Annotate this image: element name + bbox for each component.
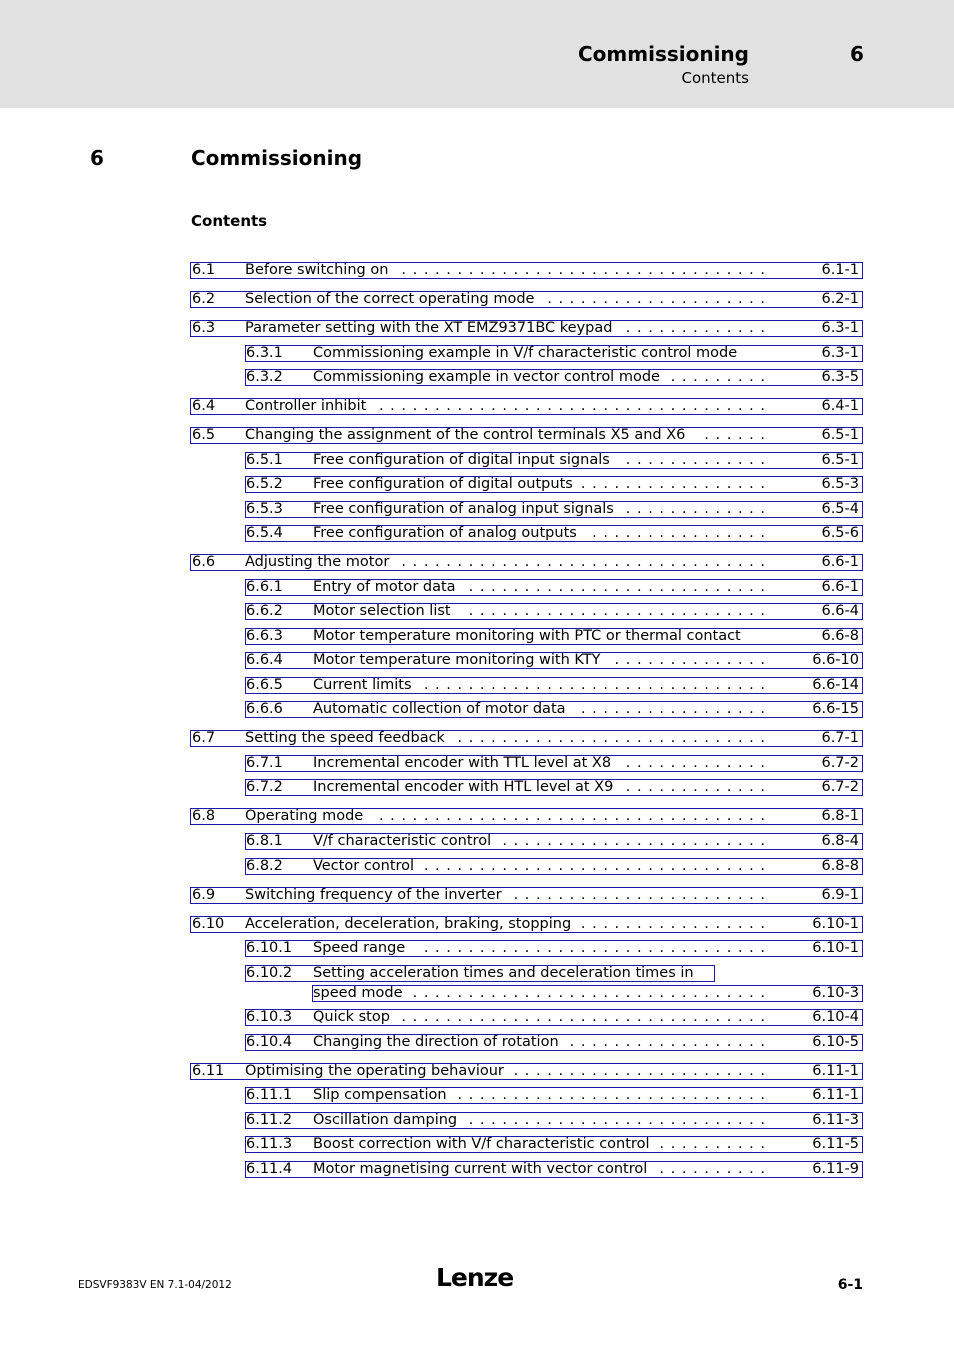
toc-title: Changing the assignment of the control terminals X5 and X6 (245, 427, 686, 443)
toc-leader-dots: . . . . . . . . . . . . . . . . . . . . . . . . . . . . . . . (423, 677, 766, 693)
toc-leader-dots: . . . . . . . . . . (659, 1136, 766, 1152)
toc-leader-dots: . . . . . . . . . . . . . . . . . (580, 916, 766, 932)
toc-title: Free configuration of digital input signals (313, 452, 610, 468)
toc-title: speed mode (313, 985, 403, 1001)
toc-link-6-3-2[interactable] (245, 369, 863, 386)
toc-link-6-10[interactable] (190, 916, 863, 933)
toc-title: Acceleration, deceleration, braking, stopping (245, 916, 572, 932)
toc-number: 6.6.4 (246, 652, 283, 668)
toc-leader-dots: . . . . . . (704, 427, 766, 443)
toc-page: 6.5-4 (821, 501, 859, 517)
toc-page: 6.8-4 (821, 833, 859, 849)
toc-page: 6.10-1 (812, 916, 859, 932)
toc-number: 6.8.2 (246, 858, 283, 874)
toc-page: 6.5-1 (821, 452, 859, 468)
toc-number: 6.4 (192, 398, 216, 414)
toc-number: 6.6.5 (246, 677, 283, 693)
toc-title: Oscillation damping (313, 1112, 458, 1128)
toc-link-6-5-1[interactable] (245, 452, 863, 469)
toc-number: 6.10.3 (246, 1009, 293, 1025)
toc-title: Changing the direction of rotation (313, 1034, 559, 1050)
toc-link-6-6-3[interactable] (245, 628, 863, 645)
toc-number: 6.3.2 (246, 369, 283, 385)
toc-page: 6.3-5 (821, 369, 859, 385)
toc-page: 6.11-3 (812, 1112, 859, 1128)
header-chapter-number: 6 (850, 42, 864, 66)
toc-number: 6.2 (192, 291, 216, 307)
toc-leader-dots: . . . . . . . . . . . . . (625, 779, 766, 795)
toc-page: 6.3-1 (821, 320, 859, 336)
toc-number: 6.8.1 (246, 833, 283, 849)
toc-title: Controller inhibit (245, 398, 367, 414)
toc-number: 6.7 (192, 730, 216, 746)
toc-number: 6.11.3 (246, 1136, 293, 1152)
toc-number: 6.11 (192, 1063, 225, 1079)
toc-leader-dots: . . . . . . . . . . . . . . . . . . . . . . . (513, 1063, 766, 1079)
toc-page: 6.6-1 (821, 579, 859, 595)
footer-doc-id: EDSVF9383V EN 7.1-04/2012 (78, 1279, 232, 1291)
toc-title: Before switching on (245, 262, 389, 278)
toc-page: 6.4-1 (821, 398, 859, 414)
toc-title: Adjusting the motor (245, 554, 390, 570)
toc-number: 6.10 (192, 916, 225, 932)
toc-leader-dots: . . . . . . . . . . . . . . . . . . (569, 1034, 766, 1050)
toc-title: Setting acceleration times and deceleration times in (313, 965, 694, 981)
toc-leader-dots: . . . . . . . . . . . . . . . . . . . . . . . . . . . . . . . (423, 940, 766, 956)
toc-page: 6.11-5 (812, 1136, 859, 1152)
toc-title: Free configuration of analog outputs (313, 525, 577, 541)
toc-number: 6.9 (192, 887, 216, 903)
toc-title: Motor temperature monitoring with PTC or thermal contact (313, 628, 741, 644)
toc-link-6-5-2[interactable] (245, 476, 863, 493)
toc-title: Optimising the operating behaviour (245, 1063, 504, 1079)
toc-leader-dots: . . . . . . . . . (670, 369, 766, 385)
toc-leader-dots: . . . . . . . . . . . . . . . . . . . . . . . . . . . (468, 579, 766, 595)
toc-title: Quick stop (313, 1009, 390, 1025)
toc-leader-dots: . . . . . . . . . . . . . . (614, 652, 766, 668)
header-title: Commissioning (577, 42, 749, 66)
toc-link-6-5-4[interactable] (245, 525, 863, 542)
toc-link-6-10-3[interactable] (245, 1009, 863, 1026)
header-subtitle: Contents (681, 69, 749, 87)
toc-page: 6.7-2 (821, 755, 859, 771)
toc-title: Motor temperature monitoring with KTY (313, 652, 601, 668)
toc-title: Slip compensation (313, 1087, 447, 1103)
toc-link-6-6-2[interactable] (245, 603, 863, 620)
toc-leader-dots: . . . . . . . . . . . . . . . . . . . . . . . . . . . . (457, 1087, 766, 1103)
toc-number: 6.10.2 (246, 965, 293, 981)
toc-number: 6.7.2 (246, 779, 283, 795)
toc-title: Speed range (313, 940, 406, 956)
toc-link-6-8-1[interactable] (245, 833, 863, 850)
toc-number: 6.11.2 (246, 1112, 293, 1128)
toc-number: 6.8 (192, 808, 216, 824)
toc-title: Commissioning example in vector control mode (313, 369, 660, 385)
toc-number: 6.10.4 (246, 1034, 293, 1050)
toc-number: 6.3 (192, 320, 216, 336)
toc-link-6-1[interactable] (190, 262, 863, 279)
footer-page-number: 6-1 (837, 1277, 863, 1293)
toc-title: Incremental encoder with TTL level at X8 (313, 755, 612, 771)
toc-page: 6.10-5 (812, 1034, 859, 1050)
toc-page: 6.6-10 (812, 652, 859, 668)
toc-title: Free configuration of analog input signals (313, 501, 614, 517)
toc-number: 6.5.4 (246, 525, 283, 541)
toc-number: 6.1 (192, 262, 216, 278)
toc-page: 6.6-4 (821, 603, 859, 619)
toc-leader-dots: . . . . . . . . . . . . . . . . . (580, 476, 766, 492)
toc-page: 6.10-4 (812, 1009, 859, 1025)
toc-page: 6.6-15 (812, 701, 859, 717)
toc-title: V/f characteristic control (313, 833, 492, 849)
toc-page: 6.5-1 (821, 427, 859, 443)
toc-number: 6.5.1 (246, 452, 283, 468)
toc-title: Motor selection list (313, 603, 451, 619)
toc-number: 6.5.3 (246, 501, 283, 517)
toc-leader-dots: . . . . . . . . . . . . . . . . . . . . . . . . . . . . (457, 730, 766, 746)
toc-link-6-4[interactable] (190, 398, 863, 415)
toc-link-6-11-4[interactable] (245, 1161, 863, 1178)
toc-link-6-7-2[interactable] (245, 779, 863, 796)
toc-page: 6.6-8 (821, 628, 859, 644)
toc-leader-dots: . . . . . . . . . . . . . . . . . . . . . . . . . . . . . . . (423, 858, 766, 874)
toc-number: 6.6.3 (246, 628, 283, 644)
toc-leader-dots: . . . . . . . . . . . . . . . . . . . . . . . . . . . . . . . . . . . (378, 398, 766, 414)
toc-page: 6.5-6 (821, 525, 859, 541)
toc-link-6-10-4[interactable] (245, 1034, 863, 1051)
toc-title: Setting the speed feedback (245, 730, 445, 746)
toc-page: 6.11-9 (812, 1161, 859, 1177)
toc-title: Boost correction with V/f characteristic control (313, 1136, 650, 1152)
toc-link-6-6[interactable] (190, 554, 863, 571)
toc-number: 6.7.1 (246, 755, 283, 771)
contents-heading: Contents (191, 212, 268, 230)
toc-page: 6.10-3 (812, 985, 859, 1001)
toc-leader-dots: . . . . . . . . . . . . . . . . . . . . . . . . . . . (468, 603, 766, 619)
toc-page: 6.11-1 (812, 1087, 859, 1103)
toc-page: 6.6-1 (821, 554, 859, 570)
toc-page: 6.8-8 (821, 858, 859, 874)
toc-leader-dots: . . . . . . . . . . . . . . . . . . . . . . . . . . . . . . . . . (401, 262, 766, 278)
chapter-title: Commissioning (191, 146, 363, 170)
toc-number: 6.10.1 (246, 940, 293, 956)
toc-number: 6.6.1 (246, 579, 283, 595)
toc-page: 6.2-1 (821, 291, 859, 307)
toc-link-6-7-1[interactable] (245, 755, 863, 772)
toc-number: 6.11.4 (246, 1161, 293, 1177)
toc-title: Commissioning example in V/f characteristic control mode (313, 345, 738, 361)
toc-link-6-11-2[interactable] (245, 1112, 863, 1129)
toc-number: 6.6.2 (246, 603, 283, 619)
toc-title: Selection of the correct operating mode (245, 291, 535, 307)
toc-link-6-5[interactable] (190, 427, 863, 444)
toc-title: Motor magnetising current with vector control (313, 1161, 648, 1177)
toc-leader-dots: . . . . . . . . . . . . . (625, 452, 766, 468)
toc-link-6-9[interactable] (190, 887, 863, 904)
toc-link-6-6-1[interactable] (245, 579, 863, 596)
toc-link-6-2[interactable] (190, 291, 863, 308)
toc-number: 6.11.1 (246, 1087, 293, 1103)
toc-number: 6.6.6 (246, 701, 283, 717)
toc-number: 6.5.2 (246, 476, 283, 492)
toc-page: 6.10-1 (812, 940, 859, 956)
toc-page: 6.3-1 (821, 345, 859, 361)
toc-title: Vector control (313, 858, 415, 874)
toc-link-6-3-1[interactable] (245, 345, 863, 362)
toc-leader-dots: . . . . . . . . . . . . . . . . . . . . . . . . . . . (468, 1112, 766, 1128)
toc-page: 6.11-1 (812, 1063, 859, 1079)
toc-link-6-6-4[interactable] (245, 652, 863, 669)
toc-number: 6.5 (192, 427, 216, 443)
toc-leader-dots: . . . . . . . . . . . . . . . . . (580, 701, 766, 717)
toc-number: 6.3.1 (246, 345, 283, 361)
toc-link-6-5-3[interactable] (245, 501, 863, 518)
toc-leader-dots: . . . . . . . . . . . . . . . . . . . . . . . . . . . . . . . . . (401, 1009, 766, 1025)
toc-page: 6.7-2 (821, 779, 859, 795)
toc-link-6-11-1[interactable] (245, 1087, 863, 1104)
toc-link-6-8-2[interactable] (245, 858, 863, 875)
toc-link-6-10-2[interactable] (245, 965, 715, 982)
toc-link-6-11-3[interactable] (245, 1136, 863, 1153)
toc-leader-dots: . . . . . . . . . . . . . . . . . . . . . . . . (502, 833, 766, 849)
toc-leader-dots: . . . . . . . . . . . . . . . . . . . . . . . . . . . . . . . . . . . (378, 808, 766, 824)
toc-leader-dots: . . . . . . . . . . (659, 1161, 766, 1177)
toc-leader-dots: . . . . . . . . . . . . . . . . . . . . . . . . . . . . . . . . (412, 985, 766, 1001)
toc-link-6-10-1[interactable] (245, 940, 863, 957)
toc-page: 6.1-1 (821, 262, 859, 278)
toc-page: 6.7-1 (821, 730, 859, 746)
toc-title: Automatic collection of motor data (313, 701, 566, 717)
toc-leader-dots: . . . . . . . . . . . . . (625, 755, 766, 771)
toc-title: Free configuration of digital outputs (313, 476, 573, 492)
toc-page: 6.9-1 (821, 887, 859, 903)
toc-leader-dots: . . . . . . . . . . . . . . . . . . . . . . . . . . . . . . . . . (401, 554, 766, 570)
toc-leader-dots: . . . . . . . . . . . . . . . . . . . . (547, 291, 766, 307)
toc-title: Current limits (313, 677, 412, 693)
toc-link-6-6-6[interactable] (245, 701, 863, 718)
toc-title: Incremental encoder with HTL level at X9 (313, 779, 614, 795)
toc-leader-dots: . . . . . . . . . . . . . (625, 320, 766, 336)
toc-link-6-6-5[interactable] (245, 677, 863, 694)
lenze-logo: Lenze (436, 1263, 514, 1292)
toc-link-6-11[interactable] (190, 1063, 863, 1080)
toc-title: Operating mode (245, 808, 364, 824)
toc-link-6-8[interactable] (190, 808, 863, 825)
toc-title: Switching frequency of the inverter (245, 887, 502, 903)
toc-title: Entry of motor data (313, 579, 456, 595)
toc-page: 6.8-1 (821, 808, 859, 824)
toc-leader-dots: . . . . . . . . . . . . . (625, 501, 766, 517)
toc-title: Parameter setting with the XT EMZ9371BC keypad (245, 320, 613, 336)
toc-leader-dots: . . . . . . . . . . . . . . . . (592, 525, 766, 541)
toc-link-6-3[interactable] (190, 320, 863, 337)
toc-page: 6.5-3 (821, 476, 859, 492)
toc-leader-dots: . . . . . . . . . . . . . . . . . . . . . . . (513, 887, 766, 903)
toc-link-cont[interactable] (312, 985, 863, 1002)
toc-link-6-7[interactable] (190, 730, 863, 747)
toc-page: 6.6-14 (812, 677, 859, 693)
chapter-number: 6 (90, 146, 104, 170)
toc-number: 6.6 (192, 554, 216, 570)
